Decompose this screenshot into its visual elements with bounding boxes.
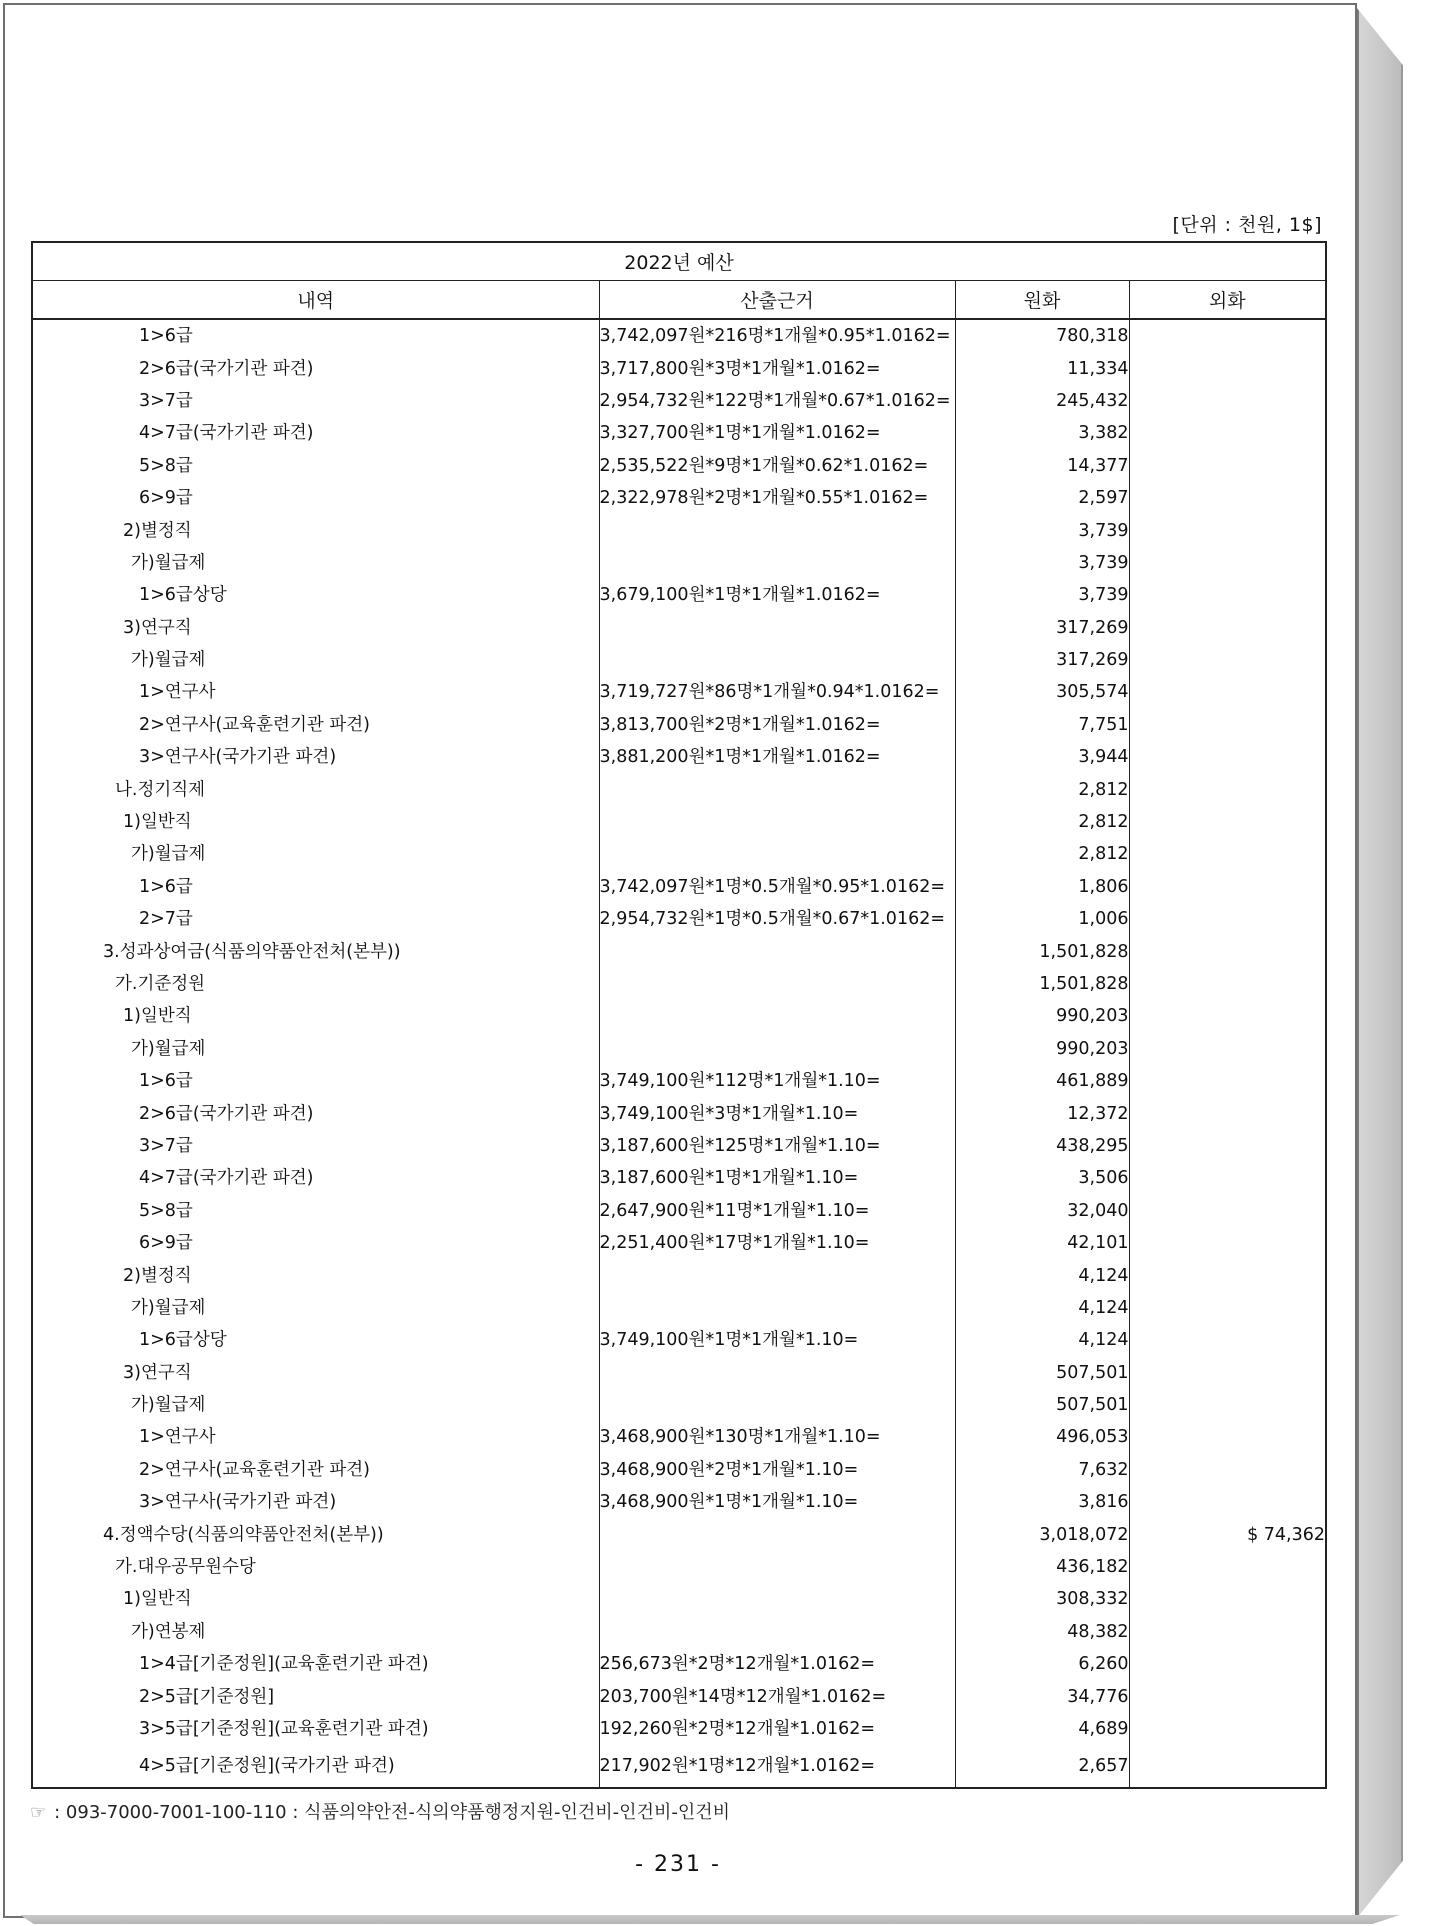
row-usd <box>1129 773 1326 805</box>
row-won: 34,776 <box>955 1680 1129 1712</box>
table-row <box>32 1162 1326 1194</box>
table-row <box>32 1745 1326 1788</box>
row-item: 가.대우공무원수당 <box>32 1551 599 1583</box>
row-won: 42,101 <box>955 1227 1129 1259</box>
row-won: 245,432 <box>955 385 1129 417</box>
row-item: 3>7급 <box>32 385 599 417</box>
row-basis: 3,749,100원*1명*1개월*1.10= <box>599 1324 955 1356</box>
row-basis: 3,468,900원*130명*1개월*1.10= <box>599 1421 955 1453</box>
row-basis: 2,535,522원*9명*1개월*0.62*1.0162= <box>599 450 955 482</box>
row-basis <box>599 806 955 838</box>
row-won: 1,806 <box>955 871 1129 903</box>
table-row <box>32 1680 1326 1712</box>
table-row <box>32 1033 1326 1065</box>
table-row <box>32 319 1326 352</box>
row-basis: 203,700원*14명*12개월*1.0162= <box>599 1680 955 1712</box>
row-won: 4,689 <box>955 1713 1129 1745</box>
row-won: 317,269 <box>955 612 1129 644</box>
table-title: 2022년 예산 <box>32 242 1326 281</box>
table-row <box>32 579 1326 611</box>
row-usd <box>1129 1551 1326 1583</box>
row-item: 5>8급 <box>32 1195 599 1227</box>
row-basis: 192,260원*2명*12개월*1.0162= <box>599 1713 955 1745</box>
table-row <box>32 1130 1326 1162</box>
row-basis <box>599 773 955 805</box>
table-row <box>32 1648 1326 1680</box>
row-won: 496,053 <box>955 1421 1129 1453</box>
row-won: 507,501 <box>955 1389 1129 1421</box>
row-basis <box>599 1259 955 1291</box>
column-header-usd: 외화 <box>1129 281 1326 320</box>
row-won: 3,816 <box>955 1486 1129 1518</box>
row-won: 990,203 <box>955 1000 1129 1032</box>
row-won: 3,739 <box>955 579 1129 611</box>
row-basis: 3,187,600원*1명*1개월*1.10= <box>599 1162 955 1194</box>
row-item: 3>연구사(국가기관 파견) <box>32 1486 599 1518</box>
row-won: 1,501,828 <box>955 968 1129 1000</box>
table-row <box>32 450 1326 482</box>
table-body <box>32 319 1326 1788</box>
row-item: 2>6급(국가기관 파견) <box>32 1097 599 1129</box>
row-won: 4,124 <box>955 1324 1129 1356</box>
row-basis <box>599 1033 955 1065</box>
row-basis: 3,881,200원*1명*1개월*1.0162= <box>599 741 955 773</box>
row-basis: 2,251,400원*17명*1개월*1.10= <box>599 1227 955 1259</box>
row-usd <box>1129 709 1326 741</box>
row-basis: 3,719,727원*86명*1개월*0.94*1.0162= <box>599 676 955 708</box>
table-row <box>32 968 1326 1000</box>
row-won: 317,269 <box>955 644 1129 676</box>
row-won: 1,501,828 <box>955 935 1129 967</box>
table-row <box>32 935 1326 967</box>
row-won: 305,574 <box>955 676 1129 708</box>
row-usd: $ 74,362 <box>1129 1518 1326 1550</box>
row-usd <box>1129 1065 1326 1097</box>
row-basis: 3,749,100원*3명*1개월*1.10= <box>599 1097 955 1129</box>
row-item: 4.정액수당(식품의약품안전처(본부)) <box>32 1518 599 1550</box>
table-row <box>32 1616 1326 1648</box>
row-usd <box>1129 1130 1326 1162</box>
table-row <box>32 1421 1326 1453</box>
page-curl-shadow <box>1357 8 1403 1918</box>
table-row <box>32 1518 1326 1550</box>
row-won: 4,124 <box>955 1259 1129 1291</box>
row-item: 1>연구사 <box>32 1421 599 1453</box>
row-basis: 2,647,900원*11명*1개월*1.10= <box>599 1195 955 1227</box>
row-usd <box>1129 579 1326 611</box>
row-basis <box>599 1000 955 1032</box>
table-row <box>32 676 1326 708</box>
row-usd <box>1129 1421 1326 1453</box>
row-basis: 3,742,097원*1명*0.5개월*0.95*1.0162= <box>599 871 955 903</box>
row-usd <box>1129 385 1326 417</box>
table-row <box>32 1389 1326 1421</box>
row-item: 3.성과상여금(식품의약품안전처(본부)) <box>32 935 599 967</box>
row-basis <box>599 644 955 676</box>
table-row <box>32 871 1326 903</box>
row-basis: 256,673원*2명*12개월*1.0162= <box>599 1648 955 1680</box>
row-basis <box>599 838 955 870</box>
row-item: 1>연구사 <box>32 676 599 708</box>
row-basis: 3,742,097원*216명*1개월*0.95*1.0162= <box>599 319 955 352</box>
row-item: 2>6급(국가기관 파견) <box>32 352 599 384</box>
row-usd <box>1129 1227 1326 1259</box>
row-usd <box>1129 1389 1326 1421</box>
row-item: 5>8급 <box>32 450 599 482</box>
row-won: 2,812 <box>955 806 1129 838</box>
table-row <box>32 385 1326 417</box>
table-row <box>32 741 1326 773</box>
row-item: 1>6급 <box>32 871 599 903</box>
row-item: 2>연구사(교육훈련기관 파견) <box>32 709 599 741</box>
column-header-item: 내역 <box>32 281 599 320</box>
row-won: 3,018,072 <box>955 1518 1129 1550</box>
row-item: 3>5급[기준정원](교육훈련기관 파견) <box>32 1713 599 1745</box>
table-row <box>32 903 1326 935</box>
table-row <box>32 806 1326 838</box>
row-won: 2,812 <box>955 838 1129 870</box>
row-basis <box>599 514 955 546</box>
row-item: 가)월급제 <box>32 1033 599 1065</box>
row-won: 3,739 <box>955 514 1129 546</box>
table-row <box>32 773 1326 805</box>
row-item: 6>9급 <box>32 1227 599 1259</box>
row-won: 11,334 <box>955 352 1129 384</box>
row-usd <box>1129 450 1326 482</box>
row-usd <box>1129 1324 1326 1356</box>
row-usd <box>1129 1000 1326 1032</box>
row-usd <box>1129 1259 1326 1291</box>
row-usd <box>1129 741 1326 773</box>
row-basis <box>599 935 955 967</box>
row-won: 990,203 <box>955 1033 1129 1065</box>
row-item: 1>4급[기준정원](교육훈련기관 파견) <box>32 1648 599 1680</box>
row-usd <box>1129 417 1326 449</box>
row-item: 2)별정직 <box>32 514 599 546</box>
row-item: 3>연구사(국가기관 파견) <box>32 741 599 773</box>
row-usd <box>1129 1097 1326 1129</box>
footnote-text: : 093-7000-7001-100-110 : 식품의약안전-식의약품행정지원-인건비-인건비-인건비 <box>54 1802 731 1823</box>
row-basis: 2,954,732원*1명*0.5개월*0.67*1.0162= <box>599 903 955 935</box>
row-usd <box>1129 1454 1326 1486</box>
row-basis: 2,954,732원*122명*1개월*0.67*1.0162= <box>599 385 955 417</box>
row-usd <box>1129 968 1326 1000</box>
row-basis: 217,902원*1명*12개월*1.0162= <box>599 1745 955 1788</box>
table-row <box>32 1227 1326 1259</box>
table-row <box>32 1454 1326 1486</box>
table-row <box>32 547 1326 579</box>
row-won: 32,040 <box>955 1195 1129 1227</box>
table-row <box>32 1583 1326 1615</box>
table-row <box>32 417 1326 449</box>
row-item: 가)연봉제 <box>32 1616 599 1648</box>
row-item: 6>9급 <box>32 482 599 514</box>
table-row <box>32 1097 1326 1129</box>
row-won: 461,889 <box>955 1065 1129 1097</box>
row-item: 3)연구직 <box>32 1357 599 1389</box>
row-usd <box>1129 1680 1326 1712</box>
column-header-basis: 산출근거 <box>599 281 955 320</box>
unit-label: [단위 : 천원, 1$] <box>1172 214 1322 236</box>
row-basis <box>599 1357 955 1389</box>
row-usd <box>1129 1745 1326 1788</box>
row-basis: 3,327,700원*1명*1개월*1.0162= <box>599 417 955 449</box>
row-item: 4>5급[기준정원](국가기관 파견) <box>32 1745 599 1788</box>
row-usd <box>1129 482 1326 514</box>
row-item: 가)월급제 <box>32 1389 599 1421</box>
row-basis <box>599 1583 955 1615</box>
row-item: 나.정기직제 <box>32 773 599 805</box>
row-basis <box>599 1518 955 1550</box>
row-usd <box>1129 838 1326 870</box>
row-basis: 3,679,100원*1명*1개월*1.0162= <box>599 579 955 611</box>
row-basis <box>599 1292 955 1324</box>
table-row <box>32 1000 1326 1032</box>
row-usd <box>1129 806 1326 838</box>
row-won: 2,812 <box>955 773 1129 805</box>
row-won: 507,501 <box>955 1357 1129 1389</box>
row-basis <box>599 547 955 579</box>
table-row <box>32 1195 1326 1227</box>
row-basis: 3,749,100원*112명*1개월*1.10= <box>599 1065 955 1097</box>
row-won: 2,657 <box>955 1745 1129 1788</box>
row-item: 가.기준정원 <box>32 968 599 1000</box>
row-basis <box>599 1389 955 1421</box>
row-basis <box>599 612 955 644</box>
row-won: 7,632 <box>955 1454 1129 1486</box>
row-item: 1>6급상당 <box>32 1324 599 1356</box>
budget-table <box>31 241 1327 1789</box>
row-basis <box>599 1551 955 1583</box>
row-item: 4>7급(국가기관 파견) <box>32 417 599 449</box>
row-item: 2>5급[기준정원] <box>32 1680 599 1712</box>
row-won: 2,597 <box>955 482 1129 514</box>
row-usd <box>1129 319 1326 352</box>
row-won: 308,332 <box>955 1583 1129 1615</box>
row-usd <box>1129 871 1326 903</box>
row-basis: 3,468,900원*2명*1개월*1.10= <box>599 1454 955 1486</box>
row-won: 780,318 <box>955 319 1129 352</box>
row-item: 3>7급 <box>32 1130 599 1162</box>
footnote <box>30 1798 730 1824</box>
table-row <box>32 1357 1326 1389</box>
row-item: 가)월급제 <box>32 1292 599 1324</box>
row-usd <box>1129 935 1326 967</box>
row-usd <box>1129 1195 1326 1227</box>
row-usd <box>1129 1648 1326 1680</box>
row-won: 14,377 <box>955 450 1129 482</box>
row-won: 48,382 <box>955 1616 1129 1648</box>
table-row <box>32 1551 1326 1583</box>
row-basis: 3,813,700원*2명*1개월*1.0162= <box>599 709 955 741</box>
table-row <box>32 1713 1326 1745</box>
row-basis <box>599 1616 955 1648</box>
row-usd <box>1129 676 1326 708</box>
table-row <box>32 1324 1326 1356</box>
table-row <box>32 838 1326 870</box>
row-won: 3,506 <box>955 1162 1129 1194</box>
table-row <box>32 1065 1326 1097</box>
table-row <box>32 612 1326 644</box>
row-item: 가)월급제 <box>32 838 599 870</box>
row-won: 6,260 <box>955 1648 1129 1680</box>
row-basis: 3,468,900원*1명*1개월*1.10= <box>599 1486 955 1518</box>
row-usd <box>1129 352 1326 384</box>
row-won: 438,295 <box>955 1130 1129 1162</box>
row-item: 1>6급 <box>32 319 599 352</box>
table-row <box>32 644 1326 676</box>
row-basis: 3,717,800원*3명*1개월*1.0162= <box>599 352 955 384</box>
table-row <box>32 514 1326 546</box>
row-item: 1>6급 <box>32 1065 599 1097</box>
row-won: 1,006 <box>955 903 1129 935</box>
row-usd <box>1129 903 1326 935</box>
row-usd <box>1129 1162 1326 1194</box>
row-usd <box>1129 547 1326 579</box>
row-item: 가)월급제 <box>32 547 599 579</box>
row-basis <box>599 968 955 1000</box>
row-item: 4>7급(국가기관 파견) <box>32 1162 599 1194</box>
row-basis: 3,187,600원*125명*1개월*1.10= <box>599 1130 955 1162</box>
row-usd <box>1129 1033 1326 1065</box>
column-header-won: 원화 <box>955 281 1129 320</box>
page-bottom-shadow <box>20 1915 1400 1924</box>
row-item: 가)월급제 <box>32 644 599 676</box>
row-won: 12,372 <box>955 1097 1129 1129</box>
row-item: 3)연구직 <box>32 612 599 644</box>
table-row <box>32 1292 1326 1324</box>
pointing-hand-icon: ☞ <box>30 1802 47 1823</box>
row-item: 2>7급 <box>32 903 599 935</box>
row-item: 2)별정직 <box>32 1259 599 1291</box>
table-row <box>32 1259 1326 1291</box>
table-row <box>32 1486 1326 1518</box>
row-won: 3,739 <box>955 547 1129 579</box>
row-item: 1)일반직 <box>32 1583 599 1615</box>
table-row <box>32 482 1326 514</box>
row-usd <box>1129 1486 1326 1518</box>
row-basis: 2,322,978원*2명*1개월*0.55*1.0162= <box>599 482 955 514</box>
table-row <box>32 352 1326 384</box>
row-usd <box>1129 514 1326 546</box>
row-item: 2>연구사(교육훈련기관 파견) <box>32 1454 599 1486</box>
row-item: 1)일반직 <box>32 806 599 838</box>
row-won: 3,382 <box>955 417 1129 449</box>
row-usd <box>1129 1292 1326 1324</box>
row-usd <box>1129 644 1326 676</box>
row-item: 1>6급상당 <box>32 579 599 611</box>
row-usd <box>1129 1713 1326 1745</box>
row-won: 7,751 <box>955 709 1129 741</box>
row-usd <box>1129 612 1326 644</box>
row-item: 1)일반직 <box>32 1000 599 1032</box>
row-won: 436,182 <box>955 1551 1129 1583</box>
table-row <box>32 709 1326 741</box>
row-won: 4,124 <box>955 1292 1129 1324</box>
row-usd <box>1129 1357 1326 1389</box>
row-won: 3,944 <box>955 741 1129 773</box>
row-usd <box>1129 1583 1326 1615</box>
row-usd <box>1129 1616 1326 1648</box>
page-number: - 231 - <box>635 1852 721 1877</box>
